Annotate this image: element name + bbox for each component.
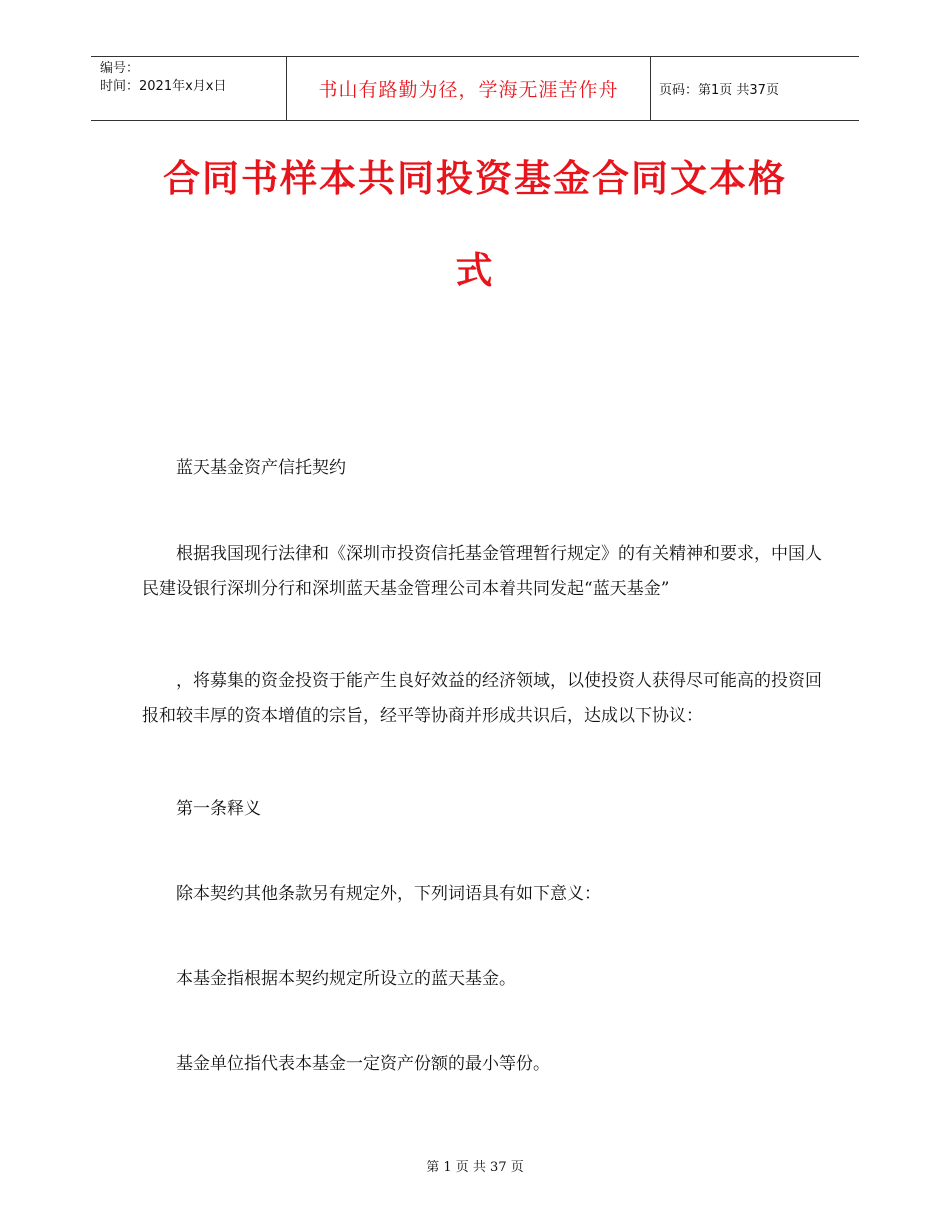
- header-motto: 书山有路勤为径，学海无涯苦作舟: [287, 57, 651, 120]
- paragraph-definitions-intro: 除本契约其他条款另有规定外，下列词语具有如下意义：: [176, 884, 601, 904]
- header-meta: [91, 57, 287, 120]
- time-label: 时间：2021年x月x日: [100, 79, 227, 94]
- document-title-line-1: 合同书样本共同投资基金合同文本格: [163, 157, 787, 200]
- paragraph-definition-fund: 本基金指根据本契约规定所设立的蓝天基金。: [176, 969, 516, 989]
- document-title-line-2: 式: [455, 249, 495, 292]
- header-page-info: 页码：第1页 共37页: [659, 83, 779, 98]
- article-heading: 第一条释义: [176, 799, 261, 819]
- number-label: 编号：: [100, 61, 140, 76]
- paragraph-definition-unit: 基金单位指代表本基金一定资产份额的最小等份。: [176, 1054, 550, 1074]
- paragraph-contract-name: 蓝天基金资产信托契约: [176, 458, 346, 478]
- page-header: [91, 56, 859, 121]
- paragraph-purpose: ，将募集的资金投资于能产生良好效益的经济领域，以使投资人获得尽可能高的投资回报和较丰厚的资本增值的宗旨，经平等协商并形成共识后，达成以下协议：: [142, 671, 822, 726]
- page-footer: 第 1 页 共 37 页: [426, 1160, 524, 1175]
- paragraph-preamble: 根据我国现行法律和《深圳市投资信托基金管理暂行规定》的有关精神和要求，中国人民建设银行深圳分行和深圳蓝天基金管理公司本着共同发起“蓝天基金”: [142, 544, 822, 599]
